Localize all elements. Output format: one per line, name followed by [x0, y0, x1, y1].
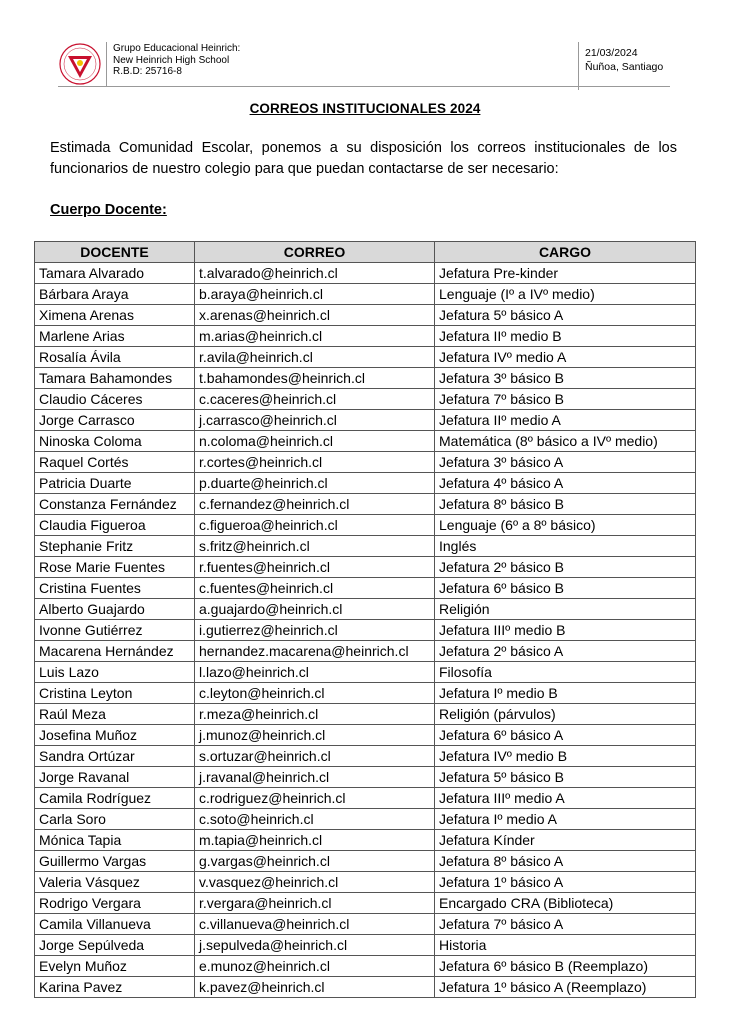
teacher-name-cell: Jorge Carrasco — [35, 410, 195, 431]
position-cell: Jefatura 6º básico B — [435, 578, 696, 599]
position-cell: Jefatura 2º básico A — [435, 641, 696, 662]
table-row — [35, 662, 696, 683]
teacher-name-cell: Sandra Ortúzar — [35, 746, 195, 767]
column-header-cargo: CARGO — [435, 242, 696, 263]
table-row — [35, 809, 696, 830]
email-address-cell[interactable]: c.rodriguez@heinrich.cl — [195, 788, 435, 809]
document-location: Ñuñoa, Santiago — [585, 61, 664, 73]
email-address-cell[interactable]: c.fuentes@heinrich.cl — [195, 578, 435, 599]
email-address-cell[interactable]: c.caceres@heinrich.cl — [195, 389, 435, 410]
table-row — [35, 704, 696, 725]
teacher-name-cell: Tamara Alvarado — [35, 263, 195, 284]
email-address-cell[interactable]: m.tapia@heinrich.cl — [195, 830, 435, 851]
position-cell: Jefatura IVº medio A — [435, 347, 696, 368]
position-cell: Jefatura Iº medio B — [435, 683, 696, 704]
position-cell: Jefatura 4º básico A — [435, 473, 696, 494]
email-address-cell[interactable]: a.guajardo@heinrich.cl — [195, 599, 435, 620]
email-address-cell[interactable]: r.vergara@heinrich.cl — [195, 893, 435, 914]
position-cell: Religión — [435, 599, 696, 620]
email-address-cell[interactable]: n.coloma@heinrich.cl — [195, 431, 435, 452]
position-cell: Jefatura Pre-kinder — [435, 263, 696, 284]
position-cell: Jefatura 1º básico A (Reemplazo) — [435, 977, 696, 998]
email-address-cell[interactable]: j.ravanal@heinrich.cl — [195, 767, 435, 788]
teacher-name-cell: Camila Rodríguez — [35, 788, 195, 809]
email-address-cell[interactable]: l.lazo@heinrich.cl — [195, 662, 435, 683]
table-row — [35, 830, 696, 851]
table-row — [35, 935, 696, 956]
teacher-name-cell: Valeria Vásquez — [35, 872, 195, 893]
email-address-cell[interactable]: c.soto@heinrich.cl — [195, 809, 435, 830]
page-header — [58, 42, 670, 87]
table-row — [35, 347, 696, 368]
email-address-cell[interactable]: e.munoz@heinrich.cl — [195, 956, 435, 977]
position-cell: Jefatura 8º básico B — [435, 494, 696, 515]
school-name: New Heinrich High School — [113, 54, 230, 66]
email-address-cell[interactable]: k.pavez@heinrich.cl — [195, 977, 435, 998]
position-cell: Jefatura 3º básico B — [435, 368, 696, 389]
table-row — [35, 641, 696, 662]
email-address-cell[interactable]: r.meza@heinrich.cl — [195, 704, 435, 725]
table-row — [35, 914, 696, 935]
position-cell: Jefatura 7º básico A — [435, 914, 696, 935]
table-row — [35, 473, 696, 494]
table-row — [35, 368, 696, 389]
email-address-cell[interactable]: j.munoz@heinrich.cl — [195, 725, 435, 746]
table-row — [35, 284, 696, 305]
email-address-cell[interactable]: i.gutierrez@heinrich.cl — [195, 620, 435, 641]
table-row — [35, 767, 696, 788]
table-row — [35, 851, 696, 872]
teacher-name-cell: Mónica Tapia — [35, 830, 195, 851]
teacher-name-cell: Josefina Muñoz — [35, 725, 195, 746]
table-row — [35, 788, 696, 809]
position-cell: Jefatura 5º básico B — [435, 767, 696, 788]
document-date: 21/03/2024 — [585, 47, 638, 59]
table-row — [35, 410, 696, 431]
teacher-name-cell: Alberto Guajardo — [35, 599, 195, 620]
table-row — [35, 893, 696, 914]
table-row — [35, 578, 696, 599]
email-address-cell[interactable]: g.vargas@heinrich.cl — [195, 851, 435, 872]
teacher-name-cell: Marlene Arias — [35, 326, 195, 347]
position-cell: Jefatura 5º básico A — [435, 305, 696, 326]
position-cell: Filosofía — [435, 662, 696, 683]
position-cell: Religión (párvulos) — [435, 704, 696, 725]
column-header-correo: CORREO — [195, 242, 435, 263]
email-address-cell[interactable]: r.fuentes@heinrich.cl — [195, 557, 435, 578]
table-row — [35, 452, 696, 473]
teacher-name-cell: Cristina Leyton — [35, 683, 195, 704]
teacher-name-cell: Bárbara Araya — [35, 284, 195, 305]
email-address-cell[interactable]: s.fritz@heinrich.cl — [195, 536, 435, 557]
email-address-cell[interactable]: v.vasquez@heinrich.cl — [195, 872, 435, 893]
teacher-name-cell: Raquel Cortés — [35, 452, 195, 473]
position-cell: Jefatura 2º básico B — [435, 557, 696, 578]
teacher-name-cell: Ninoska Coloma — [35, 431, 195, 452]
email-address-cell[interactable]: c.leyton@heinrich.cl — [195, 683, 435, 704]
email-address-cell[interactable]: hernandez.macarena@heinrich.cl — [195, 641, 435, 662]
table-row — [35, 515, 696, 536]
section-title: Cuerpo Docente: — [50, 202, 167, 218]
position-cell: Jefatura IIIº medio A — [435, 788, 696, 809]
table-row — [35, 725, 696, 746]
teacher-name-cell: Ximena Arenas — [35, 305, 195, 326]
email-address-cell[interactable]: r.avila@heinrich.cl — [195, 347, 435, 368]
teacher-name-cell: Constanza Fernández — [35, 494, 195, 515]
position-cell: Jefatura IIº medio B — [435, 326, 696, 347]
position-cell: Jefatura Kínder — [435, 830, 696, 851]
teacher-name-cell: Jorge Ravanal — [35, 767, 195, 788]
teacher-name-cell: Rosalía Ávila — [35, 347, 195, 368]
email-address-cell[interactable]: c.figueroa@heinrich.cl — [195, 515, 435, 536]
position-cell: Lenguaje (6º a 8º básico) — [435, 515, 696, 536]
email-address-cell[interactable]: s.ortuzar@heinrich.cl — [195, 746, 435, 767]
school-group-name: Grupo Educacional Heinrich: — [113, 43, 241, 54]
position-cell: Jefatura 3º básico A — [435, 452, 696, 473]
table-header — [35, 242, 696, 263]
teacher-name-cell: Rose Marie Fuentes — [35, 557, 195, 578]
teacher-name-cell: Ivonne Gutiérrez — [35, 620, 195, 641]
teacher-name-cell: Cristina Fuentes — [35, 578, 195, 599]
email-address-cell[interactable]: c.fernandez@heinrich.cl — [195, 494, 435, 515]
teacher-name-cell: Claudia Figueroa — [35, 515, 195, 536]
table-row — [35, 557, 696, 578]
school-rbd: R.B.D: 25716-8 — [113, 66, 182, 77]
table-row — [35, 599, 696, 620]
teacher-name-cell: Camila Villanueva — [35, 914, 195, 935]
email-address-cell[interactable]: p.duarte@heinrich.cl — [195, 473, 435, 494]
table-row — [35, 872, 696, 893]
email-address-cell[interactable]: t.bahamondes@heinrich.cl — [195, 368, 435, 389]
table-row — [35, 263, 696, 284]
email-address-cell[interactable]: m.arias@heinrich.cl — [195, 326, 435, 347]
teacher-name-cell: Luis Lazo — [35, 662, 195, 683]
position-cell: Jefatura 6º básico B (Reemplazo) — [435, 956, 696, 977]
position-cell: Jefatura 6º básico A — [435, 725, 696, 746]
position-cell: Lenguaje (Iº a IVº medio) — [435, 284, 696, 305]
email-address-cell[interactable]: x.arenas@heinrich.cl — [195, 305, 435, 326]
table-row — [35, 683, 696, 704]
table-row — [35, 389, 696, 410]
table-row — [35, 956, 696, 977]
position-cell: Jefatura 1º básico A — [435, 872, 696, 893]
position-cell: Matemática (8º básico a IVº medio) — [435, 431, 696, 452]
position-cell: Jefatura 8º básico A — [435, 851, 696, 872]
table-row — [35, 494, 696, 515]
teacher-name-cell: Evelyn Muñoz — [35, 956, 195, 977]
intro-paragraph: Estimada Comunidad Escolar, ponemos a su disposición los correos institucionales de los funcionarios de nuestro colegio para que puedan contactarse de ser necesario: — [50, 140, 677, 177]
position-cell: Inglés — [435, 536, 696, 557]
staff-email-table — [34, 241, 696, 998]
table-row — [35, 305, 696, 326]
school-logo-icon — [58, 42, 102, 86]
date-location — [578, 42, 663, 90]
teacher-name-cell: Patricia Duarte — [35, 473, 195, 494]
position-cell: Jefatura 7º básico B — [435, 389, 696, 410]
email-address-cell[interactable]: j.sepulveda@heinrich.cl — [195, 935, 435, 956]
school-info — [106, 42, 240, 87]
page-title: CORREOS INSTITUCIONALES 2024 — [249, 101, 481, 116]
teacher-name-cell: Rodrigo Vergara — [35, 893, 195, 914]
teacher-name-cell: Guillermo Vargas — [35, 851, 195, 872]
teacher-name-cell: Claudio Cáceres — [35, 389, 195, 410]
email-address-cell[interactable]: j.carrasco@heinrich.cl — [195, 410, 435, 431]
table-row — [35, 620, 696, 641]
teacher-name-cell: Karina Pavez — [35, 977, 195, 998]
position-cell: Jefatura IIº medio A — [435, 410, 696, 431]
teacher-name-cell: Jorge Sepúlveda — [35, 935, 195, 956]
teacher-name-cell: Raúl Meza — [35, 704, 195, 725]
table-row — [35, 431, 696, 452]
position-cell: Encargado CRA (Biblioteca) — [435, 893, 696, 914]
position-cell: Historia — [435, 935, 696, 956]
table-row — [35, 326, 696, 347]
teacher-name-cell: Macarena Hernández — [35, 641, 195, 662]
table-body — [35, 263, 696, 998]
table-row — [35, 536, 696, 557]
teacher-name-cell: Stephanie Fritz — [35, 536, 195, 557]
teacher-name-cell: Tamara Bahamondes — [35, 368, 195, 389]
position-cell: Jefatura Iº medio A — [435, 809, 696, 830]
teacher-name-cell: Carla Soro — [35, 809, 195, 830]
email-address-cell[interactable]: r.cortes@heinrich.cl — [195, 452, 435, 473]
email-address-cell[interactable]: b.araya@heinrich.cl — [195, 284, 435, 305]
position-cell: Jefatura IVº medio B — [435, 746, 696, 767]
column-header-docente: DOCENTE — [35, 242, 195, 263]
table-row — [35, 977, 696, 998]
table-row — [35, 746, 696, 767]
position-cell: Jefatura IIIº medio B — [435, 620, 696, 641]
email-address-cell[interactable]: c.villanueva@heinrich.cl — [195, 914, 435, 935]
email-address-cell[interactable]: t.alvarado@heinrich.cl — [195, 263, 435, 284]
